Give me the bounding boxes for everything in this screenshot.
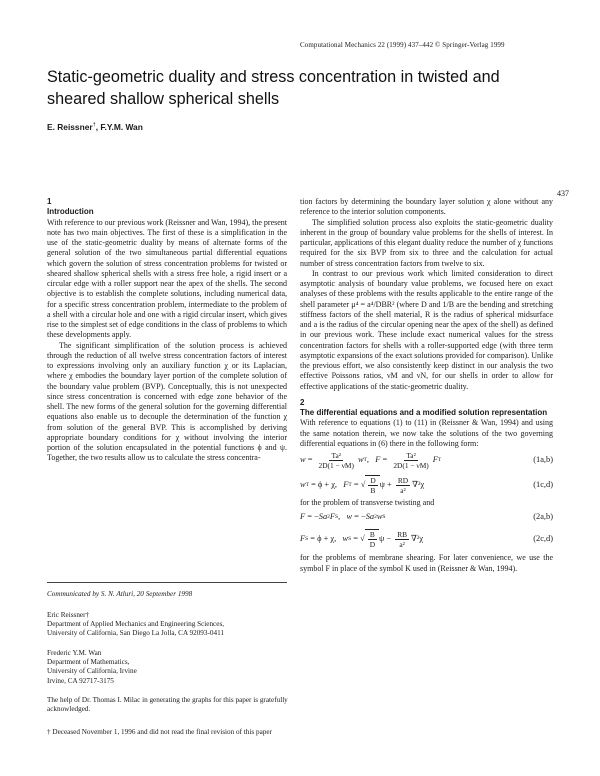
section-2-number: 2 bbox=[300, 397, 305, 407]
intro-paragraph-4: In contrast to our previous work which limited consideration to direct asymptotic analysis of boundary value problems, we focused here on exact analyses of these problems with the results applicable to the entire range of the shell parameter μ⁴ = a⁴/DBR² (where D and 1/B are the bending and stretching stiffness factors of the shell material, R is the radius of spherical midsurface and a is the radius of the circular opening near the apex of the shell) as defined in our previous work. These include exact numerical values for the stress concentration factors for shells with a roller-supported edge (with three term asymptotic expansions of the exact solutions provided for comparison). Unlike the previous effort, we also consistently keep distinct in our analysis the two effective Poissons ratios, νM and νN, for our shells in order to allow for effective applications of the static-geometric duality. bbox=[300, 268, 553, 391]
equation-2ab: F = − Sa 2 F S , w = − Sa 2 w S (2a,b) bbox=[300, 512, 553, 522]
intro-paragraph-2-cont: tion factors by determining the boundary layer solution χ alone without any reference to the interior solution components. bbox=[300, 197, 553, 217]
address-line: Department of Applied Mechanics and Engineering Sciences, bbox=[47, 620, 225, 629]
address-line: Frederic Y.M. Wan bbox=[47, 649, 102, 657]
eq-denominator: a² bbox=[399, 539, 405, 549]
address-wan bbox=[47, 649, 292, 686]
equation-1ab: w = $\frac{\text{Ta²}}{2D(1 - \nu M)}$ w T , F = $\frac{\text{Ta²}}{2D(1 - \nu M)}$ F T (1a,b) bbox=[300, 450, 553, 470]
intro-paragraph-1: With reference to our previous work (Reissner and Wan, 1994), the present note has two main objectives. The first of these is a simplification in the use of the static-geometric duality by means of alternate forms of the general solution of the two simultaneous partial differential equations which govern the solution of stress concentration problems for twisted or sheared shallow spherical shells with a stress free hole, a rigid insert or a circular edge with a roller support near the apex of the shells. The second objective is to establish the complete solutions, including numerical data, for a specific stress concentration problem, intermediate to the problem of a shell with a circular hole and one with a rigid circular insert, which gives rise to the simplest set of edge conditions in the class of problems to which these developments apply. bbox=[47, 217, 287, 340]
author-wan: , F.Y.M. Wan bbox=[95, 122, 143, 132]
equation-2cd: F S = ϕ + χ, w S = √ $\frac{B}{D}$ ψ − $\frac{RB}{\text{a²}}$ ∇²χ (2c,d) bbox=[300, 529, 553, 550]
equation-label: (1a,b) bbox=[533, 454, 553, 464]
journal-header: Computational Mechanics 22 (1999) 437–442 © Springer-Verlag 1999 bbox=[300, 41, 505, 49]
eq-numerator: RB bbox=[397, 529, 408, 539]
section-2-title: The differential equations and a modified solution representation bbox=[300, 408, 548, 417]
deceased-mark: † bbox=[92, 122, 96, 129]
equation-label: (2a,b) bbox=[533, 512, 553, 522]
page-number: 437 bbox=[557, 189, 569, 198]
right-column bbox=[300, 197, 553, 574]
section-2-paragraph-1: With reference to equations (1) to (11) in (Reissner & Wan, 1994) and using the same notation therein, we now take the solutions of the two governing differential equations in (6) there in the following form: bbox=[300, 418, 553, 448]
eq-numerator: Ta² bbox=[331, 450, 341, 460]
address-line: University of California, San Diego La Jolla, CA 92093-0411 bbox=[47, 629, 224, 638]
authors bbox=[47, 122, 143, 132]
eq-denominator: 2D(1 − νM) bbox=[393, 460, 429, 470]
section-1-title: Introduction bbox=[47, 207, 94, 217]
eq-numerator: B bbox=[369, 530, 375, 540]
eq-denominator: D bbox=[369, 540, 376, 550]
equation-label: (1c,d) bbox=[533, 479, 553, 489]
eq-numerator: D bbox=[370, 476, 376, 485]
left-column bbox=[47, 197, 287, 464]
author-reissner: E. Reissner bbox=[47, 122, 93, 132]
intro-paragraph-3: The simplified solution process also exploits the static-geometric duality inherent in the group of boundary value problems for the shells of interest. In particular, applications of this elegant duality reduce the number of χ functions required for the six BVP from six to three and the calculation for actual number of stress concentration factors from twelve to six. bbox=[300, 217, 553, 268]
section-2-after: for the problems of membrane shearing. For later convenience, we use the symbol F in place of the symbol K used in (Reissner & Wan, 1994). bbox=[300, 553, 553, 573]
paper-title: Static-geometric duality and stress concentration in twisted and sheared shallow spherical shells bbox=[47, 68, 500, 108]
address-line: Irvine, CA 92717-3175 bbox=[47, 676, 114, 685]
equation-label: (2c,d) bbox=[533, 534, 553, 544]
address-reissner bbox=[47, 611, 292, 639]
eq-numerator: RD bbox=[397, 475, 409, 485]
address-line: University of California, Irvine bbox=[47, 667, 137, 676]
equation-1cd: w T = ϕ + χ, F T = √ $\frac{D}{B}$ ψ + $\frac{RD}{\text{a²}}$ ∇²χ (1c,d) bbox=[300, 475, 553, 495]
eq-denominator: a² bbox=[400, 485, 406, 495]
eq-numerator: Ta² bbox=[406, 450, 416, 460]
intro-paragraph-2: The significant simplification of the solution process is achieved through the reduction of all twelve stress concentration factors of interest to expressions involving only an auxiliary function χ or its Laplacian, where χ embodies the boundary layer portion of the complete solution of the boundary value problem (BVP). Conceptually, this is not unexpected since stress concentration is concerned with edge zone behavior of the shell. The new forms of the general solution for the governing differential equations also enable us to decouple the determination of the function χ from solution of the general BVP. This is accomplished by deriving appropriate boundary conditions for χ without involving the interior portion of the solution encapsulated in the potential functions ϕ and ψ. Together, the two results allow us to calculate the stress concentra- bbox=[47, 340, 287, 463]
eq-denominator: 2D(1 − νM) bbox=[318, 460, 354, 470]
address-line: Eric Reissner† bbox=[47, 611, 90, 619]
deceased-footnote: † Deceased November 1, 1996 and did not read the final revision of this paper bbox=[47, 728, 272, 736]
footnote-rule bbox=[47, 582, 287, 583]
section-1-number: 1 bbox=[47, 197, 52, 206]
address-line: Department of Mathematics, bbox=[47, 658, 130, 667]
eq-denominator: B bbox=[370, 486, 376, 495]
section-2-between: for the problem of transverse twisting and bbox=[300, 498, 435, 507]
communicated-note: Communicated by S. N. Atluri, 20 September 1998 bbox=[47, 590, 193, 598]
acknowledgement: The help of Dr. Thomas I. Milac in generating the graphs for this paper is gratefully acknowledged. bbox=[47, 696, 288, 714]
